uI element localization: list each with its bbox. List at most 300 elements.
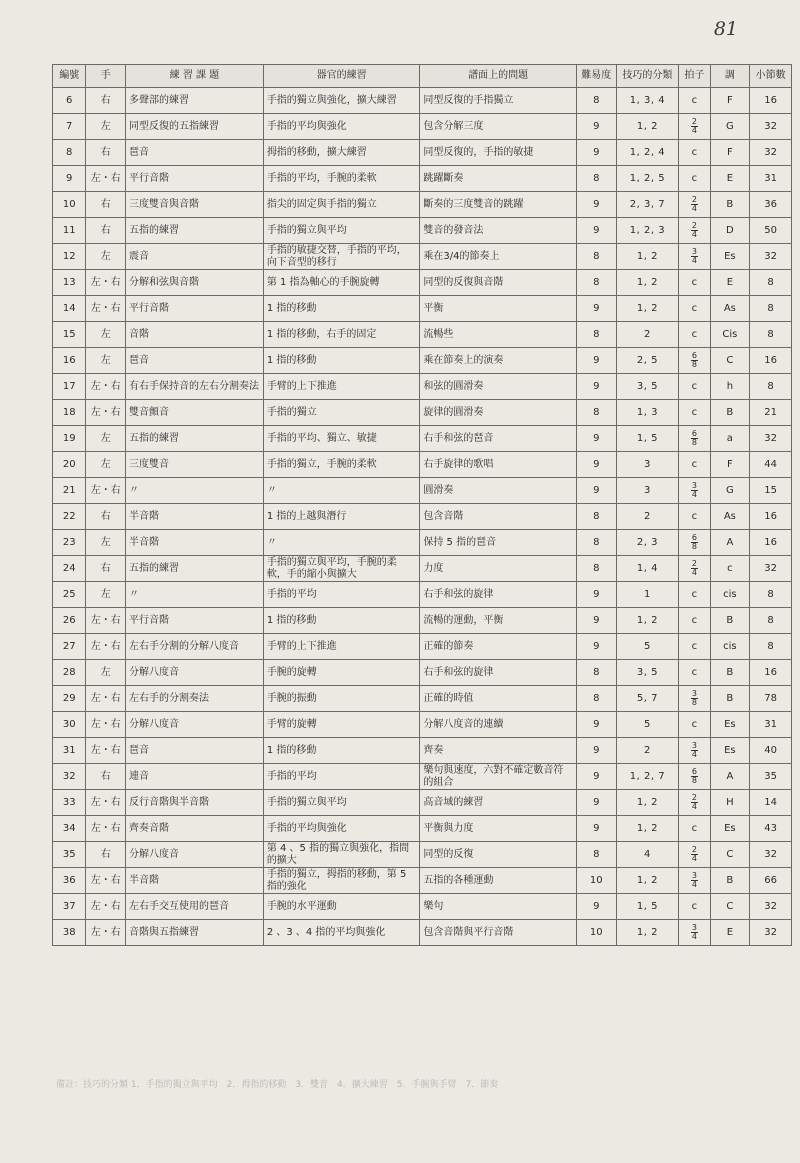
score-problem: 流暢些 (420, 322, 577, 348)
organ-exercise: 1 指的移動 (263, 608, 420, 634)
row-number: 34 (53, 816, 86, 842)
score-problem: 和弦的圓滑奏 (420, 374, 577, 400)
meter: c (679, 88, 710, 114)
score-problem: 同型的反復 (420, 842, 577, 868)
meter: c (679, 400, 710, 426)
bar-count: 36 (750, 192, 792, 218)
score-problem: 包含分解三度 (420, 114, 577, 140)
table-row (53, 270, 792, 296)
key-signature: Cis (710, 322, 750, 348)
exercise-title: 分解八度音 (126, 842, 264, 868)
technique-class: 1 (616, 582, 679, 608)
technique-class: 5 (616, 712, 679, 738)
score-problem: 高音域的練習 (420, 790, 577, 816)
score-problem: 乘在節奏上的演奏 (420, 348, 577, 374)
bar-count: 16 (750, 348, 792, 374)
table-row (53, 634, 792, 660)
hand-cell: 左 (86, 348, 126, 374)
technique-class: 1, 2, 7 (616, 764, 679, 790)
row-number: 33 (53, 790, 86, 816)
exercise-title: 琶音 (126, 140, 264, 166)
bar-count: 16 (750, 88, 792, 114)
meter: c (679, 140, 710, 166)
organ-exercise: 指尖的固定與手指的獨立 (263, 192, 420, 218)
row-number: 25 (53, 582, 86, 608)
meter: c (679, 270, 710, 296)
meter (679, 426, 710, 452)
hand-cell: 左・右 (86, 166, 126, 192)
bar-count: 32 (750, 920, 792, 946)
row-number: 31 (53, 738, 86, 764)
meter (679, 218, 710, 244)
col-header-technique: 技巧的分類 (616, 65, 679, 88)
hand-cell: 右 (86, 556, 126, 582)
hand-cell: 左 (86, 322, 126, 348)
row-number: 13 (53, 270, 86, 296)
organ-exercise: 手臂的旋轉 (263, 712, 420, 738)
col-header-bars: 小節數 (750, 65, 792, 88)
table-row (53, 556, 792, 582)
difficulty: 9 (576, 712, 616, 738)
score-problem: 力度 (420, 556, 577, 582)
technique-class: 1, 2 (616, 790, 679, 816)
table-row (53, 712, 792, 738)
row-number: 21 (53, 478, 86, 504)
bar-count: 16 (750, 660, 792, 686)
bar-count: 32 (750, 244, 792, 270)
etude-table (52, 64, 792, 946)
meter (679, 738, 710, 764)
row-number: 26 (53, 608, 86, 634)
key-signature: C (710, 894, 750, 920)
difficulty: 9 (576, 608, 616, 634)
key-signature: G (710, 114, 750, 140)
hand-cell: 左・右 (86, 790, 126, 816)
key-signature: B (710, 868, 750, 894)
bar-count: 44 (750, 452, 792, 478)
bar-count: 31 (750, 712, 792, 738)
exercise-title: 平行音階 (126, 608, 264, 634)
table-row (53, 218, 792, 244)
exercise-title: 三度雙音與音階 (126, 192, 264, 218)
time-signature-fraction: $\frac{2}{4}$ (691, 559, 697, 577)
row-number: 24 (53, 556, 86, 582)
time-signature-fraction: $\frac{6}{8}$ (691, 351, 697, 369)
difficulty: 9 (576, 764, 616, 790)
meter: c (679, 374, 710, 400)
hand-cell: 左 (86, 114, 126, 140)
col-header-difficulty: 難易度 (576, 65, 616, 88)
difficulty: 9 (576, 816, 616, 842)
organ-exercise: 手指的獨立，手腕的柔軟 (263, 452, 420, 478)
bar-count: 8 (750, 634, 792, 660)
meter (679, 192, 710, 218)
score-problem: 右手和弦的琶音 (420, 426, 577, 452)
table-row (53, 504, 792, 530)
key-signature: cis (710, 582, 750, 608)
technique-class: 3, 5 (616, 660, 679, 686)
row-number: 35 (53, 842, 86, 868)
etude-table-container (52, 64, 792, 946)
row-number: 19 (53, 426, 86, 452)
difficulty: 8 (576, 660, 616, 686)
exercise-title: 半音階 (126, 868, 264, 894)
bar-count: 8 (750, 270, 792, 296)
organ-exercise: 〃 (263, 530, 420, 556)
meter: c (679, 634, 710, 660)
hand-cell: 左・右 (86, 608, 126, 634)
meter (679, 530, 710, 556)
difficulty: 9 (576, 790, 616, 816)
meter: c (679, 582, 710, 608)
table-row (53, 842, 792, 868)
difficulty: 8 (576, 166, 616, 192)
bar-count: 8 (750, 296, 792, 322)
technique-class: 3 (616, 452, 679, 478)
table-row (53, 790, 792, 816)
score-problem: 跳躍斷奏 (420, 166, 577, 192)
organ-exercise: 手指的平均 (263, 582, 420, 608)
organ-exercise: 第 1 指為軸心的手腕旋轉 (263, 270, 420, 296)
score-problem: 斷奏的三度雙音的跳躍 (420, 192, 577, 218)
exercise-title: 多聲部的練習 (126, 88, 264, 114)
time-signature-fraction: $\frac{2}{4}$ (691, 195, 697, 213)
exercise-title: 平行音階 (126, 166, 264, 192)
row-number: 7 (53, 114, 86, 140)
key-signature: E (710, 270, 750, 296)
exercise-title: 五指的練習 (126, 218, 264, 244)
hand-cell: 右 (86, 88, 126, 114)
difficulty: 9 (576, 374, 616, 400)
exercise-title: 連音 (126, 764, 264, 790)
row-number: 27 (53, 634, 86, 660)
row-number: 38 (53, 920, 86, 946)
difficulty: 8 (576, 270, 616, 296)
col-header-meter: 拍子 (679, 65, 710, 88)
difficulty: 9 (576, 192, 616, 218)
exercise-title: 左右手分割的分解八度音 (126, 634, 264, 660)
key-signature: C (710, 842, 750, 868)
score-problem: 平衡 (420, 296, 577, 322)
time-signature-fraction: $\frac{2}{4}$ (691, 845, 697, 863)
time-signature-fraction: $\frac{3}{4}$ (691, 923, 697, 941)
table-row (53, 738, 792, 764)
technique-class: 2, 3 (616, 530, 679, 556)
table-row (53, 348, 792, 374)
hand-cell: 左・右 (86, 686, 126, 712)
header-row (53, 65, 792, 88)
table-row (53, 868, 792, 894)
hand-cell: 右 (86, 842, 126, 868)
exercise-title: 左右手的分割奏法 (126, 686, 264, 712)
difficulty: 9 (576, 478, 616, 504)
score-problem: 平衡與力度 (420, 816, 577, 842)
difficulty: 9 (576, 296, 616, 322)
time-signature-fraction: $\frac{2}{4}$ (691, 117, 697, 135)
difficulty: 9 (576, 348, 616, 374)
hand-cell: 左 (86, 426, 126, 452)
difficulty: 8 (576, 244, 616, 270)
table-row (53, 88, 792, 114)
organ-exercise: 手指的獨立 (263, 400, 420, 426)
table-row (53, 400, 792, 426)
difficulty: 9 (576, 894, 616, 920)
organ-exercise: 手指的獨立與平均 (263, 790, 420, 816)
technique-class: 2, 3, 7 (616, 192, 679, 218)
table-row (53, 816, 792, 842)
meter (679, 348, 710, 374)
key-signature: G (710, 478, 750, 504)
score-problem: 旋律的圓滑奏 (420, 400, 577, 426)
col-header-organ: 器官的練習 (263, 65, 420, 88)
time-signature-fraction: $\frac{3}{8}$ (691, 689, 697, 707)
table-row (53, 764, 792, 790)
row-number: 37 (53, 894, 86, 920)
exercise-title: 半音階 (126, 530, 264, 556)
technique-class: 1, 3 (616, 400, 679, 426)
col-header-hand: 手 (86, 65, 126, 88)
technique-class: 2, 5 (616, 348, 679, 374)
score-problem: 樂句 (420, 894, 577, 920)
row-number: 16 (53, 348, 86, 374)
organ-exercise: 手指的獨立與平均，手腕的柔軟，手的縮小與擴大 (263, 556, 420, 582)
exercise-title: 分解八度音 (126, 712, 264, 738)
technique-class: 1, 2 (616, 608, 679, 634)
exercise-title: 三度雙音 (126, 452, 264, 478)
exercise-title: 〃 (126, 478, 264, 504)
difficulty: 8 (576, 556, 616, 582)
organ-exercise: 手指的獨立與平均 (263, 218, 420, 244)
technique-class: 1, 2 (616, 244, 679, 270)
row-number: 15 (53, 322, 86, 348)
technique-class: 1, 2 (616, 296, 679, 322)
organ-exercise: 2 、3 、4 指的平均與強化 (263, 920, 420, 946)
organ-exercise: 手臂的上下推進 (263, 374, 420, 400)
row-number: 6 (53, 88, 86, 114)
row-number: 14 (53, 296, 86, 322)
hand-cell: 左 (86, 244, 126, 270)
time-signature-fraction: $\frac{2}{4}$ (691, 221, 697, 239)
difficulty: 9 (576, 426, 616, 452)
page-number: 81 (713, 18, 738, 40)
table-row (53, 608, 792, 634)
key-signature: D (710, 218, 750, 244)
row-number: 23 (53, 530, 86, 556)
exercise-title: 分解和弦與音階 (126, 270, 264, 296)
difficulty: 9 (576, 452, 616, 478)
score-problem: 分解八度音的連續 (420, 712, 577, 738)
col-header-title: 練 習 課 題 (126, 65, 264, 88)
score-problem: 同型反復的，手指的敏捷 (420, 140, 577, 166)
key-signature: E (710, 166, 750, 192)
row-number: 10 (53, 192, 86, 218)
bar-count: 16 (750, 530, 792, 556)
score-problem: 同型反復的手指獨立 (420, 88, 577, 114)
key-signature: B (710, 192, 750, 218)
key-signature: h (710, 374, 750, 400)
technique-class: 4 (616, 842, 679, 868)
bar-count: 32 (750, 140, 792, 166)
score-problem: 五指的各種運動 (420, 868, 577, 894)
meter: c (679, 712, 710, 738)
bar-count: 15 (750, 478, 792, 504)
exercise-title: 〃 (126, 582, 264, 608)
table-row (53, 452, 792, 478)
organ-exercise: 手臂的上下推進 (263, 634, 420, 660)
score-problem: 正確的時值 (420, 686, 577, 712)
exercise-title: 同型反復的五指練習 (126, 114, 264, 140)
key-signature: cis (710, 634, 750, 660)
hand-cell: 左・右 (86, 816, 126, 842)
difficulty: 8 (576, 322, 616, 348)
technique-class: 2 (616, 322, 679, 348)
organ-exercise: 1 指的移動 (263, 348, 420, 374)
exercise-title: 琶音 (126, 348, 264, 374)
difficulty: 8 (576, 400, 616, 426)
key-signature: Es (710, 712, 750, 738)
score-problem: 同型的反復與音階 (420, 270, 577, 296)
hand-cell: 右 (86, 140, 126, 166)
row-number: 8 (53, 140, 86, 166)
hand-cell: 左・右 (86, 270, 126, 296)
meter: c (679, 504, 710, 530)
technique-class: 1, 5 (616, 894, 679, 920)
organ-exercise: 手指的平均與強化 (263, 114, 420, 140)
bar-count: 32 (750, 556, 792, 582)
bar-count: 50 (750, 218, 792, 244)
time-signature-fraction: $\frac{6}{8}$ (691, 533, 697, 551)
technique-class: 1, 2, 3 (616, 218, 679, 244)
key-signature: B (710, 660, 750, 686)
time-signature-fraction: $\frac{6}{8}$ (691, 767, 697, 785)
time-signature-fraction: $\frac{6}{8}$ (691, 429, 697, 447)
organ-exercise: 手腕的旋轉 (263, 660, 420, 686)
table-row (53, 374, 792, 400)
meter (679, 114, 710, 140)
exercise-title: 雙音顫音 (126, 400, 264, 426)
bar-count: 78 (750, 686, 792, 712)
table-row (53, 322, 792, 348)
exercise-title: 音階與五指練習 (126, 920, 264, 946)
technique-class: 1, 4 (616, 556, 679, 582)
technique-class: 1, 2 (616, 920, 679, 946)
difficulty: 9 (576, 114, 616, 140)
row-number: 17 (53, 374, 86, 400)
table-body (53, 88, 792, 946)
hand-cell: 左・右 (86, 634, 126, 660)
organ-exercise: 手指的獨立，拇指的移動，第 5 指的強化 (263, 868, 420, 894)
key-signature: F (710, 88, 750, 114)
technique-class: 1, 2 (616, 270, 679, 296)
organ-exercise: 手指的獨立與強化，擴大練習 (263, 88, 420, 114)
table-row (53, 686, 792, 712)
exercise-title: 有右手保持音的左右分割奏法 (126, 374, 264, 400)
col-header-number: 編號 (53, 65, 86, 88)
table-row (53, 426, 792, 452)
table-row (53, 166, 792, 192)
exercise-title: 琶音 (126, 738, 264, 764)
row-number: 20 (53, 452, 86, 478)
bar-count: 40 (750, 738, 792, 764)
key-signature: A (710, 530, 750, 556)
bar-count: 14 (750, 790, 792, 816)
organ-exercise: 1 指的移動 (263, 738, 420, 764)
key-signature: B (710, 400, 750, 426)
organ-exercise: 手指的平均 (263, 764, 420, 790)
row-number: 36 (53, 868, 86, 894)
key-signature: Es (710, 738, 750, 764)
hand-cell: 右 (86, 192, 126, 218)
meter: c (679, 322, 710, 348)
technique-class: 1, 3, 4 (616, 88, 679, 114)
time-signature-fraction: $\frac{3}{4}$ (691, 481, 697, 499)
meter: c (679, 660, 710, 686)
key-signature: C (710, 348, 750, 374)
score-problem: 齊奏 (420, 738, 577, 764)
exercise-title: 分解八度音 (126, 660, 264, 686)
difficulty: 8 (576, 88, 616, 114)
organ-exercise: 手指的平均、獨立、敏捷 (263, 426, 420, 452)
technique-class: 1, 2 (616, 868, 679, 894)
organ-exercise: 第 4 、5 指的獨立與強化，指間的擴大 (263, 842, 420, 868)
bar-count: 8 (750, 608, 792, 634)
row-number: 22 (53, 504, 86, 530)
meter (679, 842, 710, 868)
exercise-title: 平行音階 (126, 296, 264, 322)
organ-exercise: 手腕的水平運動 (263, 894, 420, 920)
organ-exercise: 拇指的移動，擴大練習 (263, 140, 420, 166)
key-signature: a (710, 426, 750, 452)
row-number: 11 (53, 218, 86, 244)
technique-class: 1, 2 (616, 114, 679, 140)
bar-count: 21 (750, 400, 792, 426)
hand-cell: 左・右 (86, 296, 126, 322)
score-problem: 正確的節奏 (420, 634, 577, 660)
difficulty: 8 (576, 530, 616, 556)
key-signature: E (710, 920, 750, 946)
exercise-title: 左右手交互使用的琶音 (126, 894, 264, 920)
technique-class: 1, 5 (616, 426, 679, 452)
organ-exercise: 〃 (263, 478, 420, 504)
meter (679, 920, 710, 946)
score-problem: 樂句與速度，六對不確定數音符的組合 (420, 764, 577, 790)
key-signature: B (710, 608, 750, 634)
bar-count: 31 (750, 166, 792, 192)
table-row (53, 296, 792, 322)
key-signature: Es (710, 816, 750, 842)
score-problem: 流暢的運動，平衡 (420, 608, 577, 634)
meter: c (679, 166, 710, 192)
technique-class: 1, 2, 5 (616, 166, 679, 192)
score-problem: 包含音階 (420, 504, 577, 530)
organ-exercise: 手腕的振動 (263, 686, 420, 712)
key-signature: F (710, 140, 750, 166)
hand-cell: 右 (86, 504, 126, 530)
score-problem: 保持 5 指的琶音 (420, 530, 577, 556)
meter (679, 556, 710, 582)
meter (679, 686, 710, 712)
hand-cell: 左・右 (86, 400, 126, 426)
hand-cell: 左・右 (86, 374, 126, 400)
score-problem: 右手和弦的旋律 (420, 660, 577, 686)
key-signature: Es (710, 244, 750, 270)
key-signature: F (710, 452, 750, 478)
meter: c (679, 296, 710, 322)
hand-cell: 左 (86, 660, 126, 686)
time-signature-fraction: $\frac{3}{4}$ (691, 247, 697, 265)
col-header-key: 調 (710, 65, 750, 88)
bar-count: 66 (750, 868, 792, 894)
